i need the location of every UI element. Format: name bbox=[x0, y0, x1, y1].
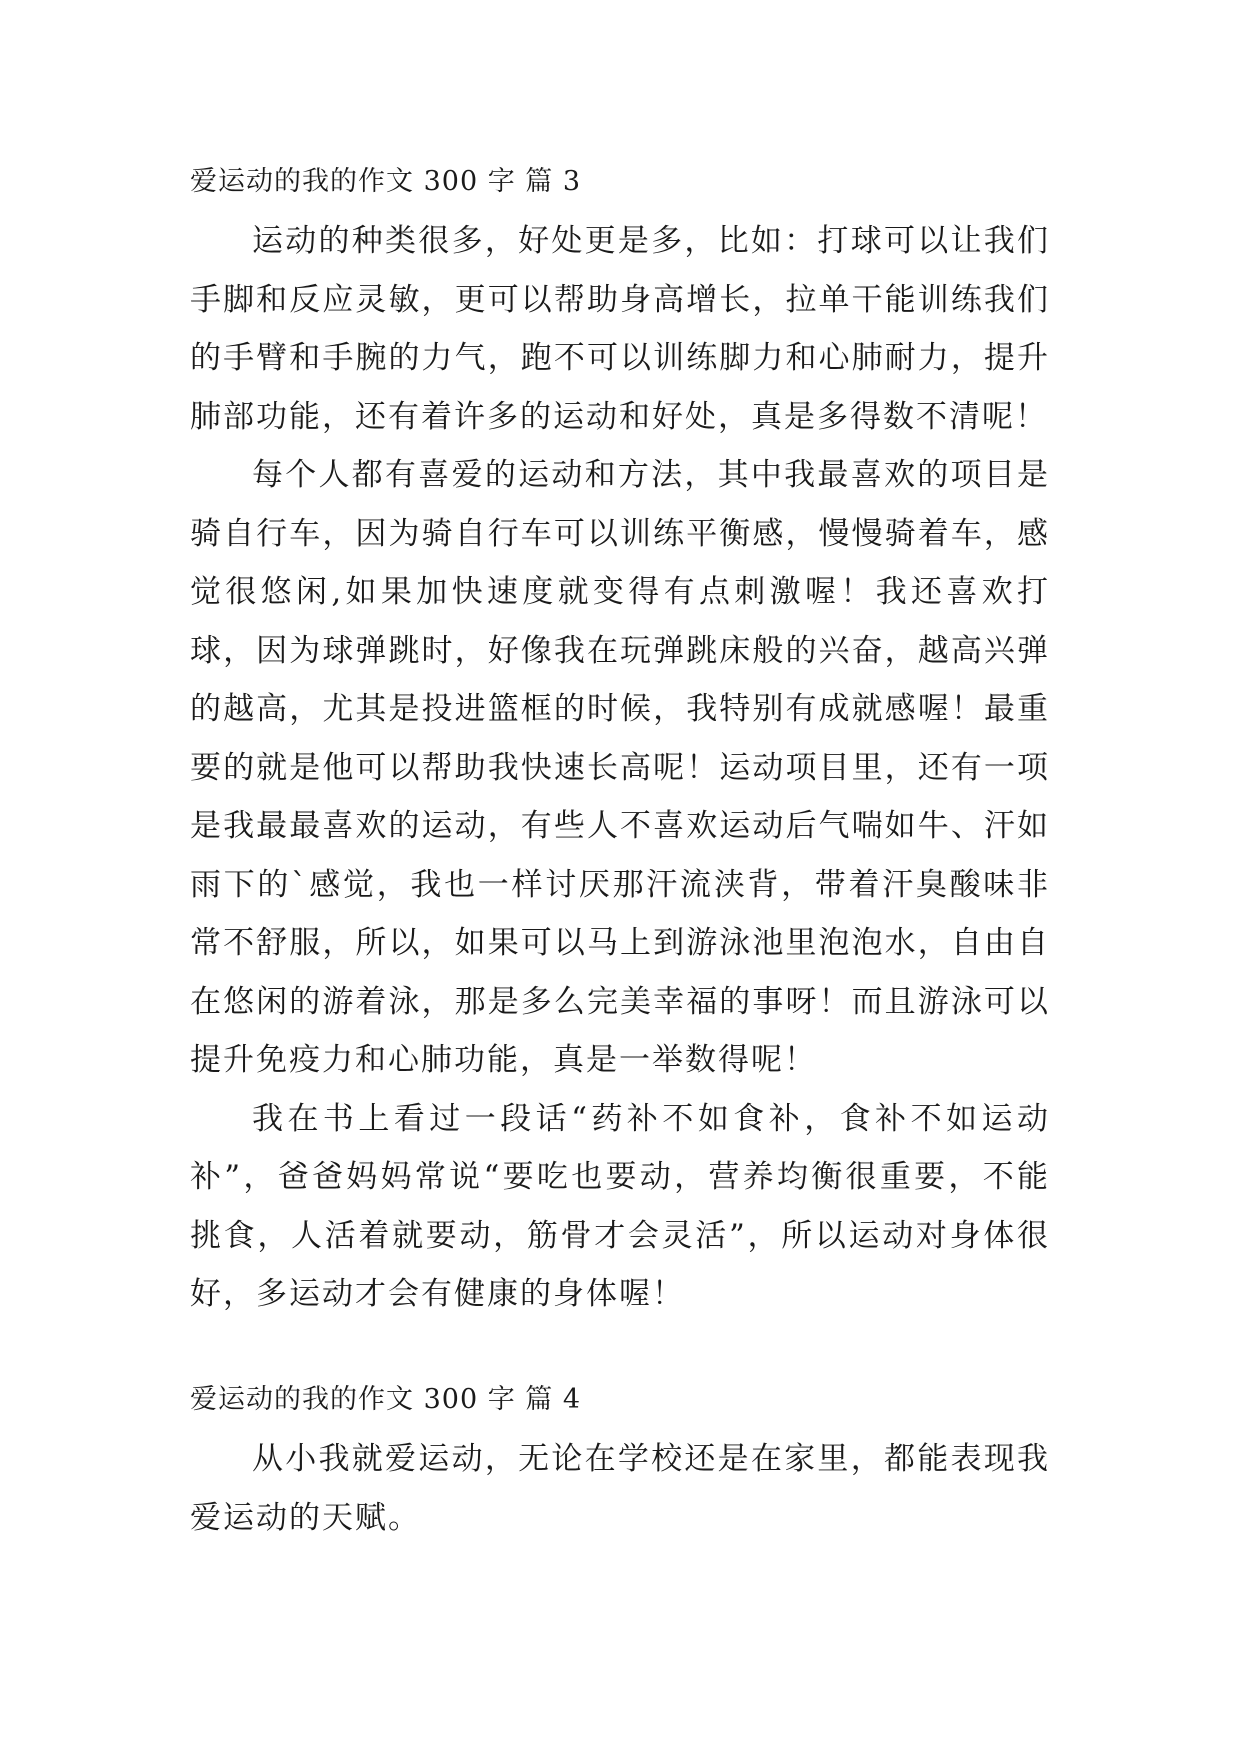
section-title: 爱运动的我的作文 300 字 篇 3 bbox=[190, 166, 582, 197]
paragraph: 我在书上看过一段话“药补不如食补，食补不如运动补”，爸爸妈妈常说“要吃也要动，营养均衡很重要，不能挑食，人活着就要动，筋骨才会灵活”，所以运动对身体很好，多运动才会有健康的身体喔！ bbox=[190, 1100, 1050, 1312]
paragraph: 每个人都有喜爱的运动和方法，其中我最喜欢的项目是骑自行车，因为骑自行车可以训练平衡感，慢慢骑着车，感觉很悠闲,如果加快速度就变得有点刺激喔！我还喜欢打球，因为球弹跳时，好像我在玩弹跳床般的兴奋，越高兴弹的越高，尤其是投进篮框的时候，我特别有成就感喔！最重要的就是他可以帮助我快速长高呢！运动项目里，还有一项是我最最喜欢的运动，有些人不喜欢运动后气喘如牛、汗如雨下的`感觉，我也一样讨厌那汗流浃背，带着汗臭酸味非常不舒服，所以，如果可以马上到游泳池里泡泡水，自由自在悠闲的游着泳，那是多么完美幸福的事呀！而且游泳可以提升免疫力和心肺功能，真是一举数得呢！ bbox=[190, 457, 1050, 1078]
section-title: 爱运动的我的作文 300 字 篇 4 bbox=[190, 1384, 582, 1415]
paragraph: 从小我就爱运动，无论在学校还是在家里，都能表现我爱运动的天赋。 bbox=[190, 1441, 1050, 1536]
essay-section-4 bbox=[190, 1378, 1050, 1547]
essay-section-3 bbox=[190, 160, 1050, 1324]
paragraph: 运动的种类很多，好处更是多，比如：打球可以让我们手脚和反应灵敏，更可以帮助身高增长，拉单干能训练我们的手臂和手腕的力气，跑不可以训练脚力和心肺耐力，提升肺部功能，还有着许多的运动和好处，真是多得数不清呢！ bbox=[190, 223, 1050, 435]
